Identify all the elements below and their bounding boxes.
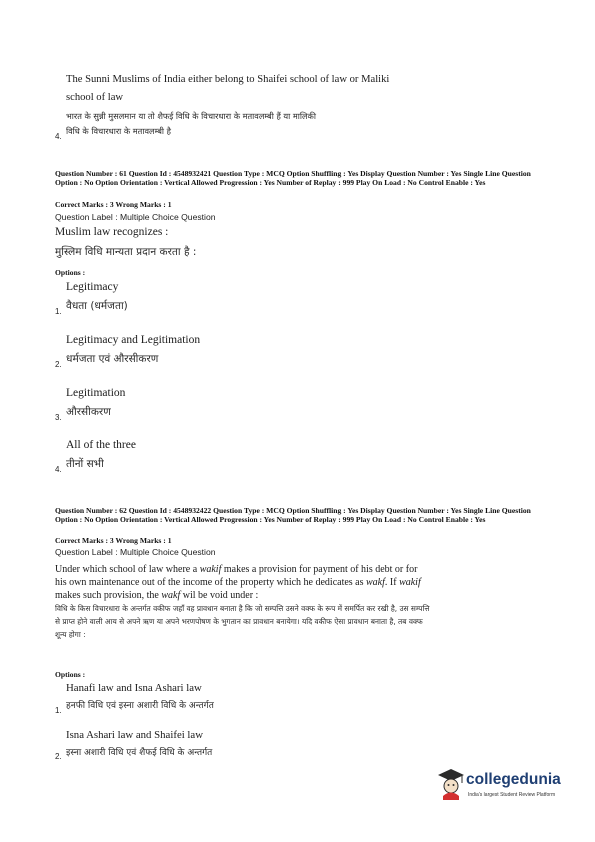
prev-option-4-number: 4. [55,132,62,141]
q62-meta: Question Number : 62 Question Id : 4548932422 Question Type : MCQ Option Shuffling : Yes Display Question Number : Yes Single Line Question Option : No Option Orientation : Vertical Allowed Progression : Yes Number of Replay : 999 Play On Load : No Control Enable : Yes [55,506,531,524]
q62-marks: Correct Marks : 3 Wrong Marks : 1 [55,536,172,545]
q61-option-2-hi: धर्मजता एवं औरसीकरण [66,353,159,365]
q62-label: Question Label : Multiple Choice Question [55,547,216,557]
graduate-mascot-icon [436,766,466,800]
q62-option-2-number: 2. [55,752,62,761]
q61-option-3-en: Legitimation [66,387,126,399]
logo-tagline: India's largest Student Review Platform [468,792,556,798]
logo-wordmark: collegedunia [466,771,561,788]
q62-term-wakf-2: wakf [161,590,181,601]
prev-option-4-hi-line1: भारत के सुन्नी मुसलमान या तो शैफई विधि के विचारधारा के मतावलम्बी हैं या मालिकी [66,111,316,121]
q61-option-1-hi: वैधता (धर्मजता) [66,300,128,312]
q61-option-4-number: 4. [55,465,62,474]
q62-term-wakif-1: wakif [199,564,222,575]
q62-option-1-hi: हनफी विधि एवं इस्ना अशारी विधि के अन्तर्गत [66,701,214,711]
q61-option-2-en: Legitimacy and Legitimation [66,334,201,346]
prev-option-4-en-line1: The Sunni Muslims of India either belong to Shaifei school of law or Maliki [66,74,390,85]
q61-question-hi: मुस्लिम विधि मान्यता प्रदान करता है : [55,246,197,258]
q62-option-1-en: Hanafi law and Isna Ashari law [66,682,202,694]
q62-option-1-number: 1. [55,706,62,715]
q62-options-heading: Options : [55,670,86,679]
q61-option-3-hi: औरसीकरण [66,406,111,418]
q61-options-heading: Options : [55,268,86,277]
q61-option-4-hi: तीनों सभी [66,458,104,470]
q61-option-3-number: 3. [55,413,62,422]
q62-question-hi: विधि के किस विचारधारा के अन्तर्गत वकीफ जहाँ वह प्रावधान बनाता है कि जो सम्पत्ति उसने वक्फ के रूप में समर्पित कर रखी है, उस सम्पत्ति से प्राप्त होने वाली आय से अपने ऋण या अपने भरणपोषण के भुगतान का प्रावधान बनायेगा। यदि वकीफ ऐसा प्रावधान बनाता है, तब वक्फ शून्य होगा : [55,604,430,639]
q61-meta: Question Number : 61 Question Id : 4548932421 Question Type : MCQ Option Shuffling : Yes Display Question Number : Yes Single Line Question Option : No Option Orientation : Vertical Allowed Progression : Yes Number of Replay : 999 Play On Load : No Control Enable : Yes [55,169,531,187]
q61-option-1-number: 1. [55,307,62,316]
q61-marks: Correct Marks : 3 Wrong Marks : 1 [55,200,172,209]
q62-term-wakif-2: wakif [399,577,421,588]
q61-option-4-en: All of the three [66,439,136,451]
collegedunia-logo [436,764,576,804]
q61-option-1-en: Legitimacy [66,281,119,293]
prev-option-4-hi-line2: विधि के विचारधारा के मतावलम्बी है [66,126,171,136]
q61-question-en: Muslim law recognizes : [55,226,169,238]
q61-option-2-number: 2. [55,360,62,369]
q62-option-2-en: Isna Ashari law and Shaifei law [66,729,204,741]
q62-term-wakf-1: wakf [366,577,385,588]
q61-label: Question Label : Multiple Choice Question [55,212,216,222]
q62-question-en: Under which school of law where a wakif makes a provision for payment of his debt or for his own maintenance out of the income of the property which he dedicates as wakf. If wakif makes such provision, the wakf wil be void under : [55,564,421,601]
prev-option-4-en-line2: school of law [66,92,124,103]
q62-option-2-hi: इस्ना अशारी विधि एवं शैफई विधि के अन्तर्गत [66,748,213,758]
